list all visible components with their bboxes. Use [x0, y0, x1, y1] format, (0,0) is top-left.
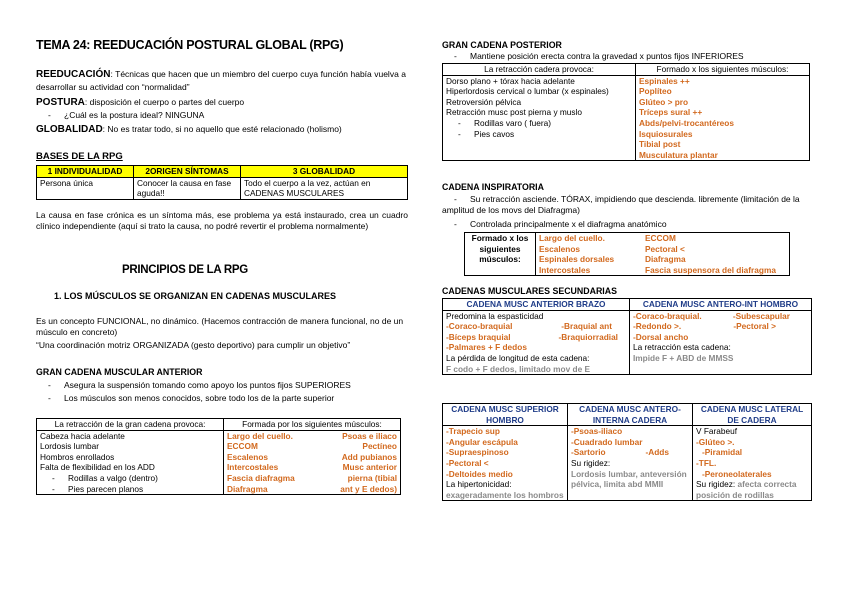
lat-r2: afecta correcta posición de rodillas: [696, 479, 797, 500]
def-postura: [36, 97, 406, 110]
anterior-m1-4: Intercostales: [227, 462, 279, 473]
anterior-m2-1: Psoas e iliaco: [342, 430, 397, 441]
posterior-bullet: [442, 51, 812, 62]
insp-c2-2: Pectoral <: [645, 243, 685, 254]
brazo-cell: [443, 310, 630, 375]
anterior-left-cell: [37, 430, 224, 495]
inspiratoria-label: Formado x los siguientes músculos:: [465, 233, 536, 276]
insp-c2-3: Diafragma: [645, 254, 686, 265]
sup-3: -Supraespinoso: [446, 447, 509, 458]
posterior-left-cell: [443, 75, 636, 161]
anterior-m1-5: Fascia diafragma: [227, 473, 295, 484]
posterior-right-8: Musculatura plantar: [639, 149, 718, 160]
postura-text: : disposición el cuerpo o partes del cuerpo: [84, 97, 245, 107]
brazo-loss2: F codo + F dedos, limitado mov de E: [446, 363, 591, 374]
lat-0: V Farabeuf: [696, 426, 738, 437]
bases-table: [36, 165, 408, 200]
hombro-1b: -Subescapular: [732, 310, 790, 321]
superior-header: CADENA MUSC SUPERIOR HOMBRO: [443, 404, 568, 426]
lat-3: -TFL.: [696, 458, 717, 469]
posterior-left-4: Retracción musc post pierna y muslo: [446, 107, 583, 118]
hombro-cell: [630, 310, 812, 375]
reeducacion-text: : Técnicas que hacen que un miembro del cuerpo cuya función había vuelva a desarrollar su actividad con “normalidad”: [36, 69, 406, 92]
posterior-right-1: Espinales ++: [639, 75, 690, 86]
posterior-right-2: Poplíteo: [639, 86, 672, 97]
hombro-1a: -Coraco-braquial.: [633, 310, 702, 321]
hombro-ret: La retracción esta cadena:: [633, 342, 731, 353]
brazo-1b: -Braquial ant: [561, 321, 612, 332]
bases-cell-1: Persona única: [37, 177, 134, 199]
principios-heading: PRINCIPIOS DE LA RPG: [122, 264, 248, 276]
cadera-cell: [568, 426, 693, 501]
anterior-m1-3: Escalenos: [227, 451, 269, 462]
cad-1: -Psoas-iliaco: [571, 426, 623, 437]
bases-header-3: 3 GLOBALIDAD: [241, 166, 408, 178]
anterior-table: [36, 418, 401, 495]
posterior-right-7: Tibial post: [639, 139, 681, 150]
def-globalidad: [36, 124, 406, 137]
anterior-bullet-2: [36, 393, 408, 404]
insp-c1-2: Escalenos: [539, 243, 581, 254]
postura-question: [36, 110, 406, 121]
anterior-m2-4: Musc anterior: [342, 462, 397, 473]
sup-h: La hipertonicidad:: [446, 479, 512, 490]
def-reeducacion: [36, 69, 406, 92]
brazo-1a: -Coraco-braquial: [446, 321, 513, 332]
anterior-m1-1: Largo del cuello.: [227, 430, 293, 441]
inspiratoria-col-2: [642, 233, 790, 276]
posterior-th-1: La retracción cadera provoca:: [443, 64, 636, 76]
globalidad-label: GLOBALIDAD: [36, 124, 103, 135]
secundarias-table-1: [442, 298, 812, 375]
lateral-header: CADENA MUSC LATERAL DE CADERA: [693, 404, 812, 426]
page-title: TEMA 24: REEDUCACIÓN POSTURAL GLOBAL (RPG): [36, 38, 344, 52]
anterior-m2-2: Pectíneo: [362, 441, 397, 452]
sup-h2: exageradamente los hombros: [446, 489, 564, 500]
anterior-right-cell: [224, 430, 401, 495]
inspiratoria-col-1: [536, 233, 643, 276]
principios-p1: Es un concepto FUNCIONAL, no dinámico. (Hacemos contracción de manera funcional, no de un músculo en concreto): [36, 316, 404, 337]
anterior-bullet-2-text: Los músculos son menos conocidos, sobre todo los de la parte superior: [64, 393, 335, 403]
anterior-th-2: Formada por los siguientes músculos:: [224, 419, 401, 431]
bases-cell-2: Conocer la causa en fase aguda!!: [134, 177, 241, 199]
brazo-loss: La pérdida de longitud de esta cadena:: [446, 353, 590, 364]
lat-1: -Glúteo >.: [696, 436, 735, 447]
lat-r: Su rigidez:: [696, 479, 736, 490]
posterior-left-1: Dorso plano + tórax hacia adelante: [446, 75, 575, 86]
secundarias-table-2: [442, 403, 812, 501]
cad-add: -Adds: [645, 447, 669, 458]
posterior-right-6: Isquiosurales: [639, 128, 693, 139]
principios-sub1: 1. LOS MÚSCULOS SE ORGANIZAN EN CADENAS MUSCULARES: [54, 291, 337, 301]
anterior-th-1: La retracción de la gran cadena provoca:: [37, 419, 224, 431]
posterior-right-4: Tríceps sural ++: [639, 107, 703, 118]
cad-r2: Lordosis lumbar, anteversión pélvica, limita abd MMII: [571, 468, 687, 490]
anterior-bullet-1: [36, 380, 408, 391]
hombro-2b: -Pectoral >: [733, 321, 776, 332]
anterior-bullet-1-text: Asegura la suspensión tomando como apoyo los puntos fijos SUPERIORES: [64, 380, 351, 390]
anterior-left-4: Falta de flexibilidad en los ADD: [40, 462, 155, 473]
anterior-left-3: Hombros enrollados: [40, 451, 115, 462]
cad-sart: -Sartorio: [571, 447, 606, 458]
inspiratoria-table: [464, 232, 790, 276]
cadera-header: CADENA MUSC ANTERO-INTERNA CADERA: [568, 404, 693, 426]
cad-2: -Cuadrado lumbar: [571, 436, 643, 447]
insp-c1-4: Intercostales: [539, 264, 591, 275]
bases-heading: BASES DE LA RPG: [36, 151, 123, 162]
anterior-heading: GRAN CADENA MUSCULAR ANTERIOR: [36, 367, 203, 377]
postura-q-text: ¿Cuál es la postura ideal? NINGUNA: [64, 110, 205, 120]
posterior-right-5: Abds/pelvi-trocantéreos: [639, 118, 734, 129]
hombro-ret2: Impide F + ABD de MMSS: [633, 353, 734, 364]
brazo-2a: -Bíceps braquial: [446, 331, 511, 342]
anterior-left-5: Rodillas a valgo (dentro): [68, 473, 158, 484]
posterior-right-cell: [636, 75, 810, 161]
inspiratoria-heading: CADENA INSPIRATORIA: [442, 182, 544, 192]
posterior-th-2: Formado x los siguientes músculos:: [636, 64, 810, 76]
bases-header-2: 2ORIGEN SÍNTOMAS: [134, 166, 241, 178]
posterior-heading: GRAN CADENA POSTERIOR: [442, 40, 562, 50]
superior-cell: [443, 426, 568, 501]
cad-r: Su rigidez:: [571, 458, 611, 469]
inspiratoria-bullet-2: [442, 219, 804, 230]
brazo-2b: -Braquiorradial: [558, 331, 618, 342]
posterior-right-3: Glúteo > pro: [639, 96, 689, 107]
sup-1: -Trapecio sup: [446, 426, 500, 437]
insp-c2-1: ECCOM: [645, 233, 676, 243]
anterior-left-6: Pies parecen planos: [68, 483, 144, 494]
anterior-m1-2: ECCOM: [227, 441, 258, 452]
bases-cell-3: Todo el cuerpo a la vez, actúan en CADENAS MUSCULARES: [241, 177, 408, 199]
inspiratoria-b1-text: Su retracción asciende. TÓRAX, impidiendo que descienda. libremente (limitación de la amplitud de los movs del Diafragma): [442, 194, 800, 215]
hombro-2a: -Redondo >.: [633, 321, 682, 332]
postura-label: POSTURA: [36, 97, 85, 108]
insp-c2-4: Fascia suspensora del diafragma: [645, 264, 776, 275]
posterior-left-5: Rodillas varo ( fuera): [474, 118, 552, 129]
hombro-header: CADENA MUSC ANTERO-INT HOMBRO: [630, 299, 812, 311]
posterior-left-2: Hiperlordosis cervical o lumbar (x espinales): [446, 86, 609, 97]
brazo-top: Predomina la espasticidad: [446, 310, 544, 321]
posterior-table: [442, 63, 810, 161]
insp-c1-3: Espinales dorsales: [539, 254, 615, 265]
principios-p2: “Una coordinación motriz ORGANIZADA (gesto deportivo) para cumplir un objetivo”: [36, 340, 351, 350]
anterior-left-1: Cabeza hacia adelante: [40, 430, 125, 441]
sup-4: -Pectoral <: [446, 458, 489, 469]
anterior-m1-6: Diafragma: [227, 483, 268, 494]
anterior-m2-3: Add pubianos: [341, 451, 397, 462]
lat-4: -Peroneolaterales: [702, 468, 772, 479]
sup-5: -Deltoides medio: [446, 468, 513, 479]
brazo-header: CADENA MUSC ANTERIOR BRAZO: [443, 299, 630, 311]
hombro-3a: -Dorsal ancho: [633, 331, 689, 342]
lat-2: -Piramidal: [702, 447, 743, 458]
insp-c1-1: Largo del cuello.: [539, 233, 605, 243]
brazo-3a: -Palmares + F dedos: [446, 342, 527, 353]
anterior-m2-5: pierna (tibial: [347, 473, 397, 484]
bases-note: La causa en fase crónica es un síntoma más, ese problema ya está instaurado, crea un cuadro clínico independiente (aquí si trato la causa, no podré revertir el problema normalmente): [36, 210, 408, 231]
inspiratoria-bullet-1: [442, 194, 804, 215]
globalidad-text: : No es tratar todo, si no aquello que esté relacionado (holismo): [102, 124, 342, 134]
inspiratoria-b2-text: Controlada principalmente x el diafragma anatómico: [470, 219, 667, 229]
posterior-left-3: Retroversión pélvica: [446, 96, 522, 107]
secundarias-heading: CADENAS MUSCULARES SECUNDARIAS: [442, 286, 617, 296]
lateral-cell: [693, 426, 812, 501]
bases-header-1: 1 INDIVIDUALIDAD: [37, 166, 134, 178]
posterior-bullet-text: Mantiene posición erecta contra la gravedad x puntos fijos INFERIORES: [470, 51, 744, 61]
anterior-left-2: Lordosis lumbar: [40, 441, 100, 452]
sup-2: -Angular escápula: [446, 436, 518, 447]
reeducacion-label: REEDUCACIÓN: [36, 69, 111, 80]
anterior-m2-6: ant y E dedos): [340, 483, 397, 494]
posterior-left-6: Pies cavos: [474, 128, 515, 139]
